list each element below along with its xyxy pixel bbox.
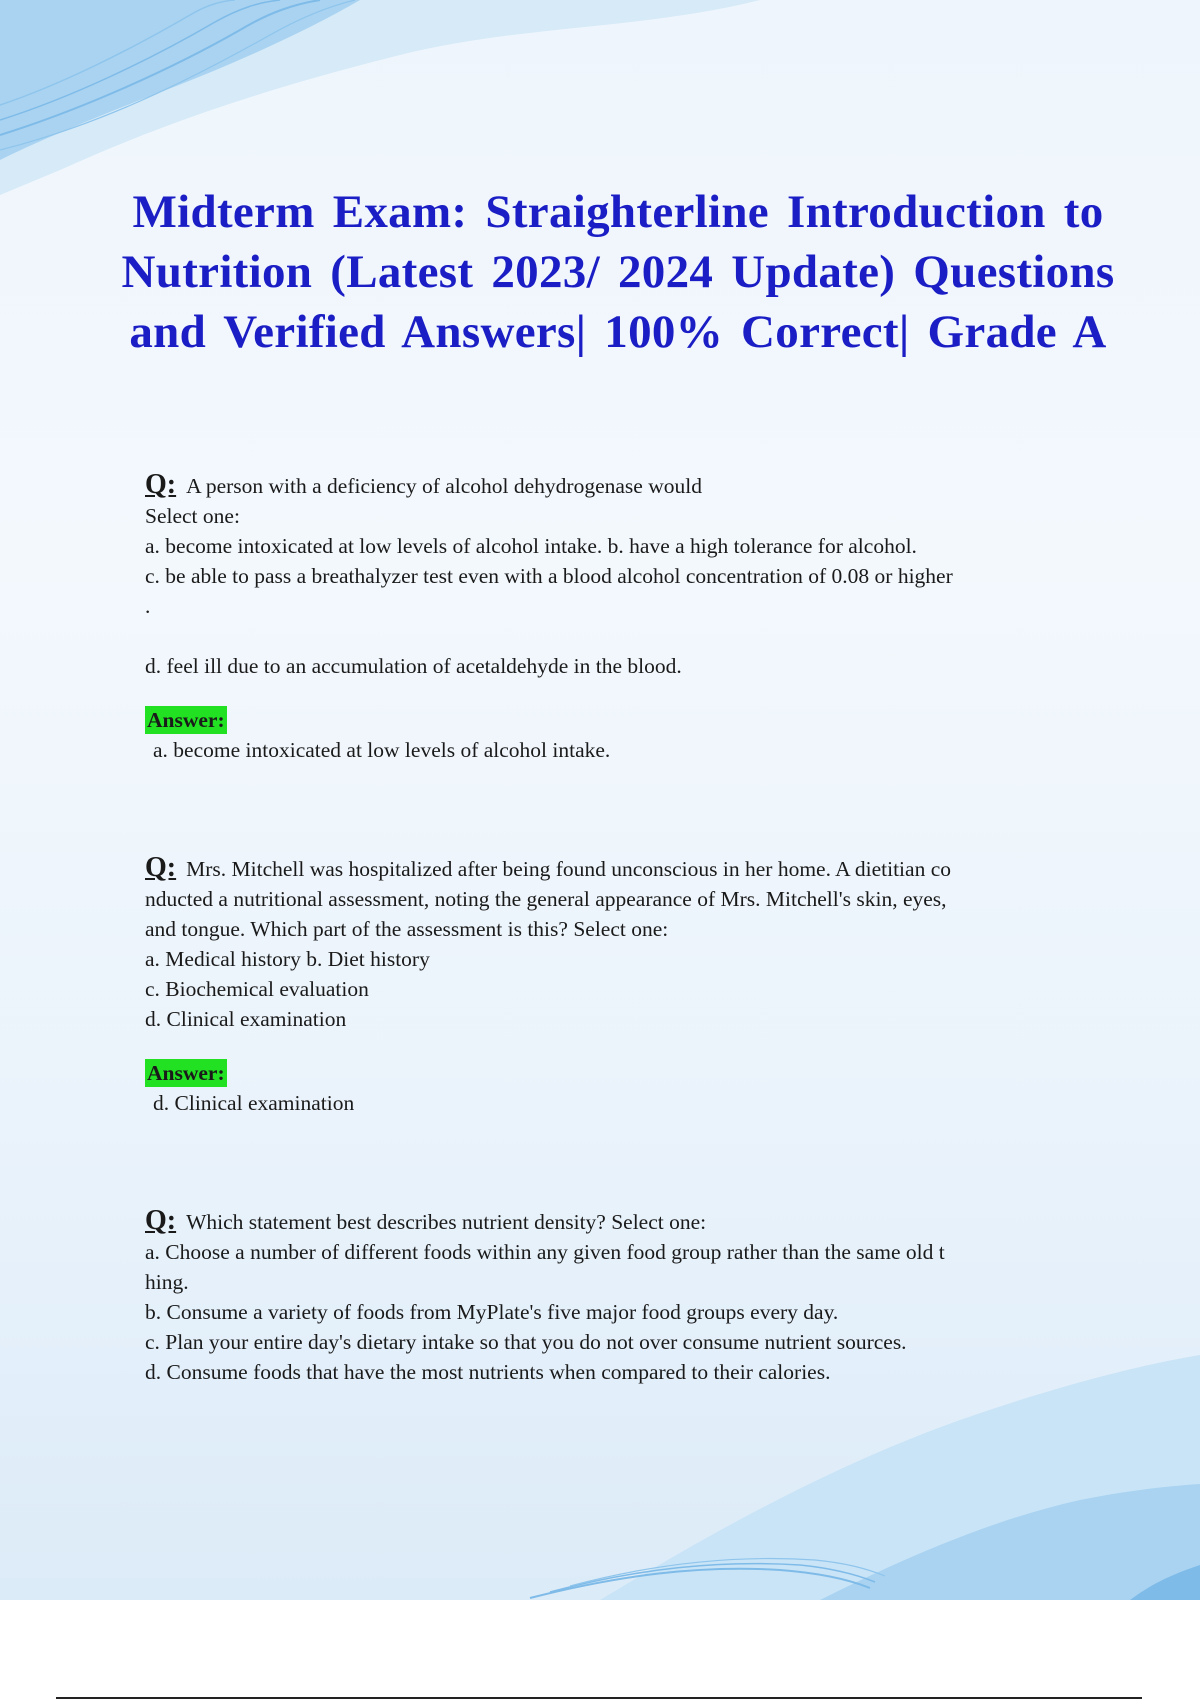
question-label: Q:	[145, 1205, 177, 1236]
page-divider	[56, 1697, 1142, 1699]
question-line: .	[145, 594, 151, 618]
answer-block	[145, 705, 1095, 765]
question-line: and tongue. Which part of the assessment is this? Select one:	[145, 917, 669, 941]
question-3	[145, 1206, 1095, 1387]
question-prompt: Mrs. Mitchell was hospitalized after being found unconscious in her home. A dietitian co	[186, 857, 951, 881]
question-line: d. Consume foods that have the most nutrients when compared to their calories.	[145, 1360, 831, 1384]
question-prompt: A person with a deficiency of alcohol dehydrogenase would	[186, 474, 702, 498]
question-line: hing.	[145, 1270, 189, 1294]
question-prompt: Which statement best describes nutrient density? Select one:	[186, 1210, 707, 1234]
question-2	[145, 853, 1095, 1118]
question-line: Select one:	[145, 504, 240, 528]
question-line: a. become intoxicated at low levels of alcohol intake. b. have a high tolerance for alcohol.	[145, 534, 917, 558]
questions-list	[145, 470, 1095, 1387]
question-label: Q:	[145, 852, 177, 883]
question-line: a. Choose a number of different foods within any given food group rather than the same old t	[145, 1240, 945, 1264]
question-1	[145, 470, 1095, 765]
question-line: d. feel ill due to an accumulation of acetaldehyde in the blood.	[145, 654, 682, 678]
answer-text: a. become intoxicated at low levels of alcohol intake.	[153, 738, 611, 762]
question-line: c. Plan your entire day's dietary intake so that you do not over consume nutrient sources.	[145, 1330, 907, 1354]
question-line: c. Biochemical evaluation	[145, 977, 369, 1001]
answer-label: Answer:	[147, 1061, 225, 1085]
answer-block	[145, 1058, 1095, 1118]
question-line: nducted a nutritional assessment, noting the general appearance of Mrs. Mitchell's skin, eyes,	[145, 887, 947, 911]
answer-label: Answer:	[147, 708, 225, 732]
question-line: a. Medical history b. Diet history	[145, 947, 430, 971]
question-line: b. Consume a variety of foods from MyPlate's five major food groups every day.	[145, 1300, 839, 1324]
question-label: Q:	[145, 469, 177, 500]
question-line: c. be able to pass a breathalyzer test even with a blood alcohol concentration of 0.08 or higher	[145, 564, 953, 588]
question-line: d. Clinical examination	[145, 1007, 347, 1031]
answer-text: d. Clinical examination	[153, 1091, 355, 1115]
document-title: Midterm Exam: Straighterline Introduction to Nutrition (Latest 2023/ 2024 Update) Questions and Verified Answers| 100% Correct| Grade A	[121, 186, 1115, 358]
